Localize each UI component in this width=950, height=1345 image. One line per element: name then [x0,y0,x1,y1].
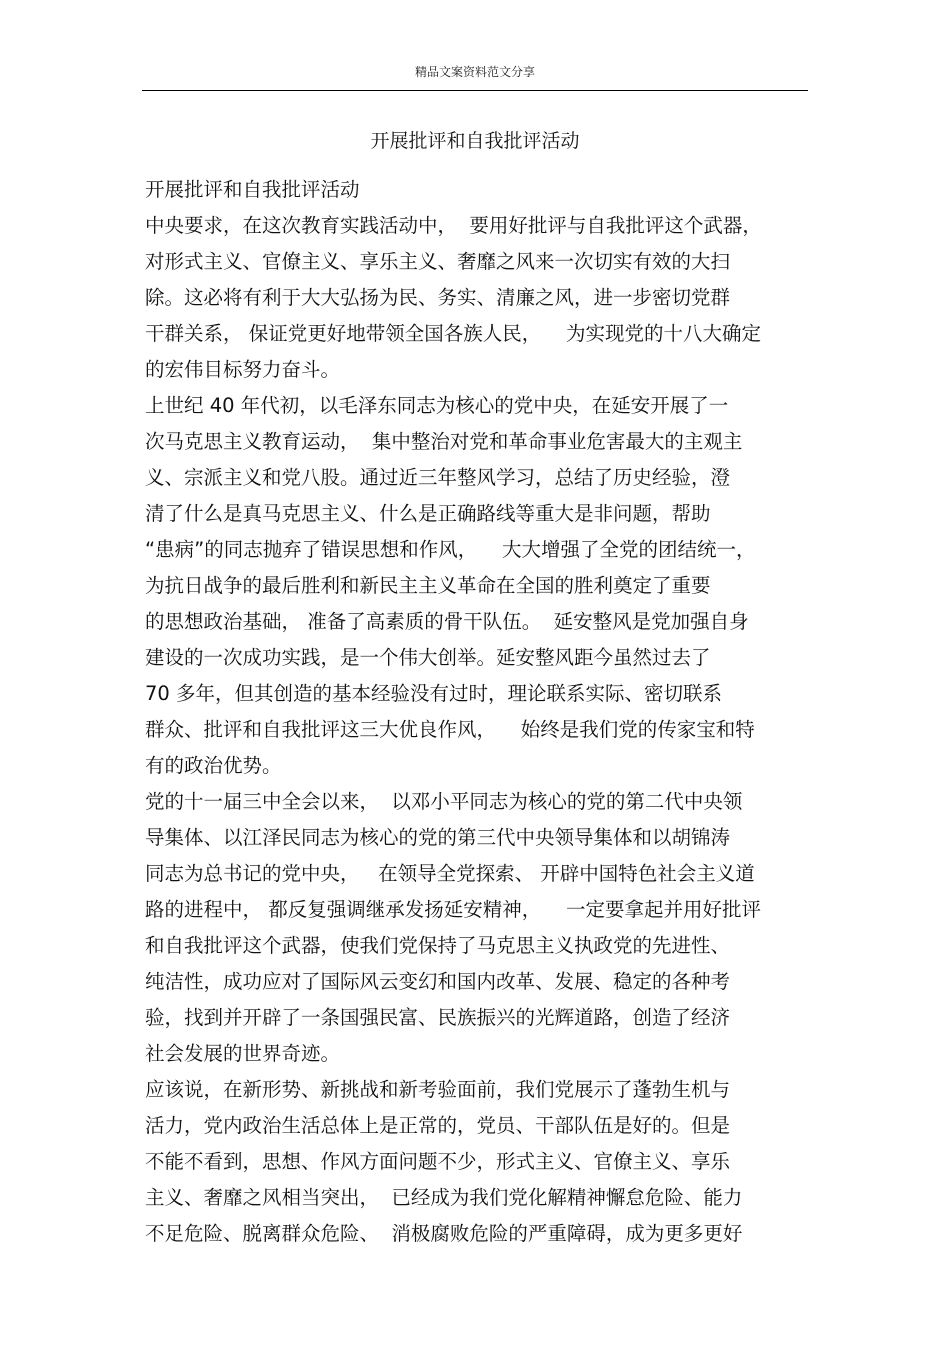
body-line: 社会发展的世界奇迹。 [145,1042,341,1065]
body-line: 导集体、以江泽民同志为核心的党的第三代中央领导集体和以胡锦涛 [145,826,731,849]
body-line: 上世纪 40 年代初，以毛泽东同志为核心的党中央，在延安开展了一 [145,394,729,417]
body-line: 应该说，在新形势、新挑战和新考验面前，我们党展示了蓬勃生机与 [145,1078,731,1101]
body-line: 的宏伟目标努力奋斗。 [145,358,341,381]
body-line: 次马克思主义教育运动， 集中整治对党和革命事业危害最大的主观主 [145,430,743,453]
body-line: 同志为总书记的党中央， 在领导全党探索、 开辟中国特色社会主义道 [145,862,755,885]
body-line: 干群关系， 保证党更好地带领全国各族人民， 为实现党的十八大确定 [145,322,761,345]
body-line: 的思想政治基础， 准备了高素质的骨干队伍。 延安整风是党加强自身 [145,610,749,633]
page-header: 精品文案资料范文分享 [414,65,535,79]
body-line: 群众、批评和自我批评这三大优良作风， 始终是我们党的传家宝和特 [145,718,755,741]
body-line: 活力，党内政治生活总体上是正常的，党员、干部队伍是好的。但是 [145,1114,731,1137]
body-line: 对形式主义、官僚主义、享乐主义、奢靡之风来一次切实有效的大扫 [145,250,731,273]
body-line: 有的政治优势。 [145,754,282,777]
body-line: 验，找到并开辟了一条国强民富、民族振兴的光辉道路，创造了经济 [145,1006,731,1029]
document-title: 开展批评和自我批评活动 [370,130,580,152]
body-line: 清了什么是真马克思主义、什么是正确路线等重大是非问题，帮助 [145,502,711,525]
body-line: 为抗日战争的最后胜利和新民主主义革命在全国的胜利奠定了重要 [145,574,711,597]
header-divider [142,90,808,91]
body-line: 开展批评和自我批评活动 [145,178,360,201]
body-line: 主义、奢靡之风相当突出， 已经成为我们党化解精神懈怠危险、能力 [145,1186,743,1209]
body-line: 纯洁性，成功应对了国际风云变幻和国内改革、发展、稳定的各种考 [145,970,731,993]
body-line: 不能不看到，思想、作风方面问题不少，形式主义、官僚主义、享乐 [145,1150,731,1173]
body-line: 和自我批评这个武器，使我们党保持了马克思主义执政党的先进性、 [145,934,731,957]
document-body [145,172,815,1252]
body-line: “患病”的同志抛弃了错误思想和作风， 大大增强了全党的团结统一， [145,538,756,561]
body-line: 路的进程中， 都反复强调继承发扬延安精神， 一定要拿起并用好批评 [145,898,761,921]
body-line: 70 多年，但其创造的基本经验没有过时，理论联系实际、密切联系 [145,682,723,705]
body-line: 义、宗派主义和党八股。通过近三年整风学习，总结了历史经验，澄 [145,466,731,489]
body-line: 党的十一届三中全会以来， 以邓小平同志为核心的党的第二代中央领 [145,790,743,813]
body-line: 除。这必将有利于大大弘扬为民、务实、清廉之风，进一步密切党群 [145,286,731,309]
body-line: 不足危险、脱离群众危险、 消极腐败危险的严重障碍，成为更多更好 [145,1222,743,1245]
body-line: 建设的一次成功实践，是一个伟大创举。延安整风距今虽然过去了 [145,646,711,669]
body-line: 中央要求，在这次教育实践活动中， 要用好批评与自我批评这个武器， [145,214,762,237]
